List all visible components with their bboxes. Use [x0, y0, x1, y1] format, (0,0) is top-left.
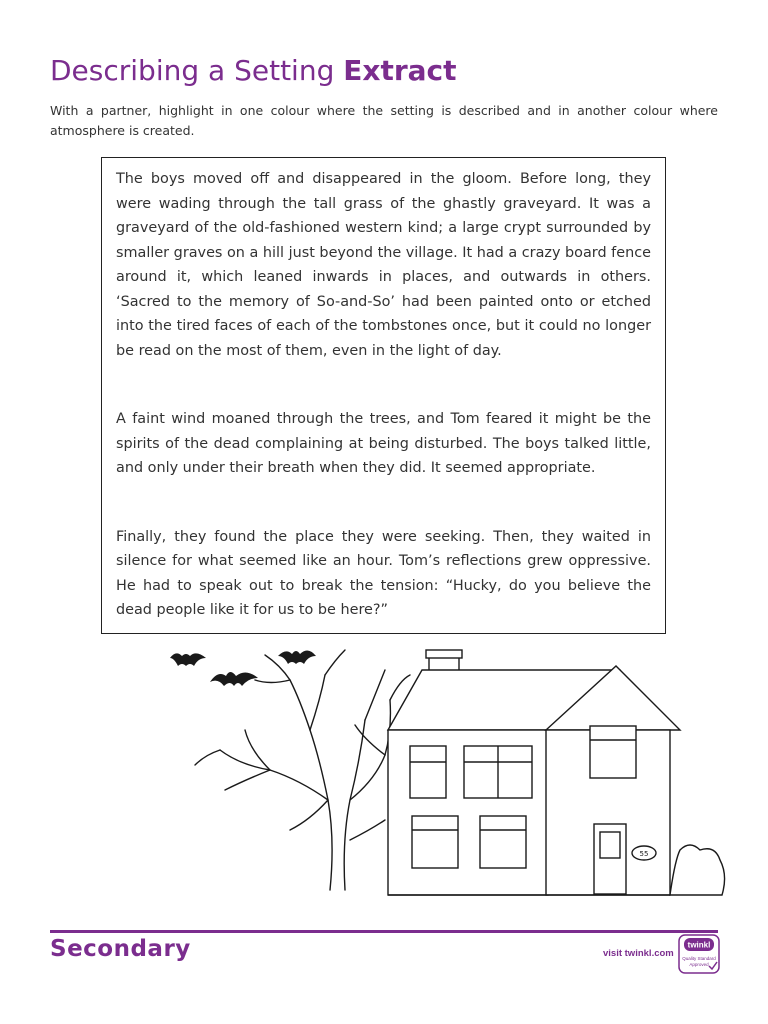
title-regular: Describing a Setting	[50, 54, 335, 87]
house-icon	[388, 650, 725, 895]
footer-rule	[50, 930, 718, 933]
page-title	[50, 54, 457, 87]
brand-label: Secondary	[50, 936, 191, 962]
extract-box	[101, 157, 666, 634]
bat-icon	[210, 672, 258, 686]
extract-paragraph-3: Finally, they found the place they were seeking. Then, they waited in silence for what seemed like an hour. Tom’s reflections grew oppressive. He had to speak out to break the tension: “Hucky, do you believe the dead people like it for us to be here?”	[116, 528, 651, 618]
tree-icon	[195, 650, 410, 890]
bat-icon	[278, 650, 316, 664]
house-number: 55	[639, 850, 649, 858]
title-bold: Extract	[343, 54, 457, 87]
visit-link[interactable]: visit twinkl.com	[603, 948, 674, 959]
badge-line-2: Approved	[689, 962, 709, 967]
badge-logo-text: twinkl	[687, 940, 711, 950]
quality-badge	[678, 934, 720, 974]
bats-group	[170, 650, 316, 686]
extract-paragraph-1: The boys moved off and disappeared in the gloom. Before long, they were wading through the tall grass of the ghastly graveyard. It was a graveyard of the old-fashioned western kind; a large crypt surrounded by smaller graves on a hill just beyond the village. It had a crazy board fence around it, which leaned inwards in places, and outwards in others. ‘Sacred to the memory of So-and-So’ had been painted onto or etched into the tired faces of each of the tombstones once, but it could no longer be read on the most of them, even in the light of day.	[116, 171, 651, 359]
bat-icon	[170, 653, 206, 666]
instructions-text: With a partner, highlight in one colour where the setting is described and in another colour where atmosphere is created.	[50, 103, 718, 138]
haunted-house-illustration	[160, 640, 730, 910]
badge-line-1: Quality Standard	[682, 956, 716, 961]
extract-paragraph-2: A faint wind moaned through the trees, and Tom feared it might be the spirits of the dead complaining at being disturbed. The boys talked little, and only under their breath when they did. It seemed appropriate.	[116, 411, 651, 476]
